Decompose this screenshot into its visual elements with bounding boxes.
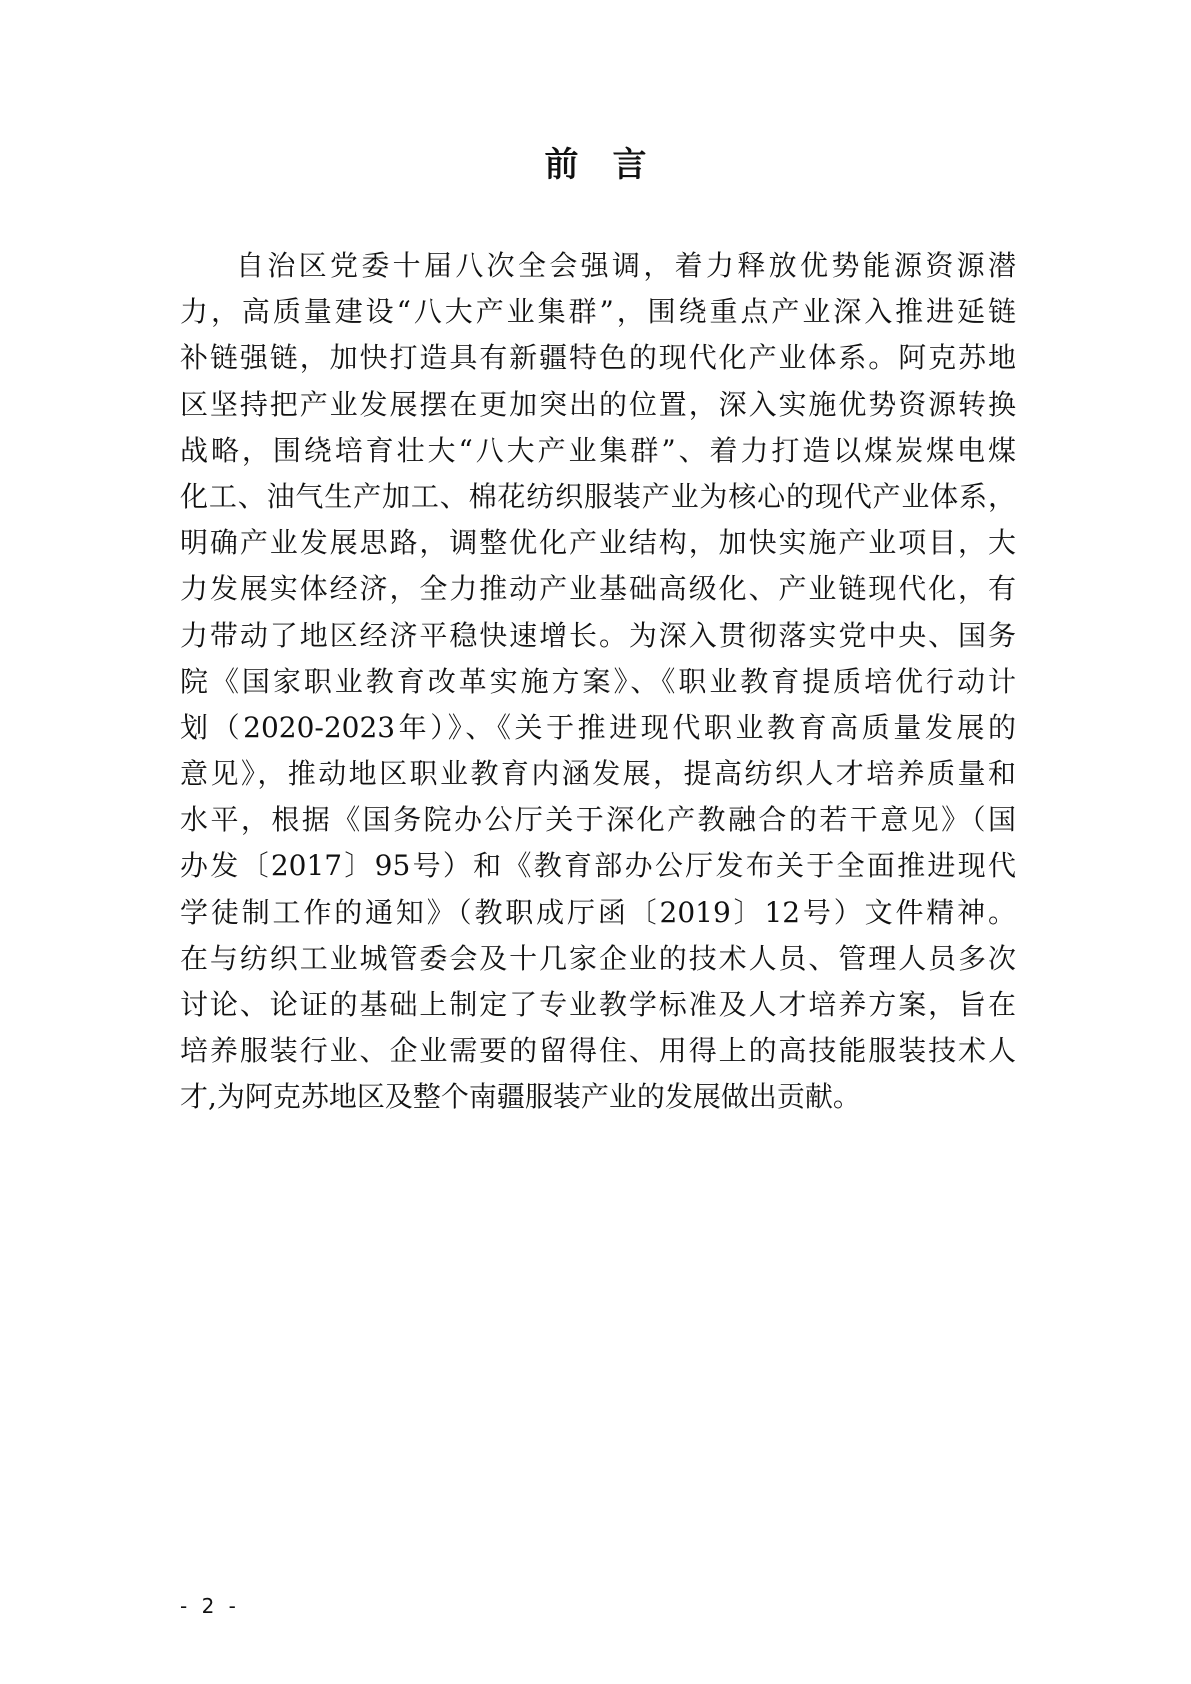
paragraph-line: 意见》，推动地区职业教育内涵发展，提高纺织人才培养质量和 xyxy=(180,757,1016,791)
preface-paragraph xyxy=(180,243,1016,1121)
paragraph-line: 才,为阿克苏地区及整个南疆服装产业的发展做出贡献。 xyxy=(180,1080,861,1114)
paragraph-line: 学徒制工作的通知》（教职成厅函〔2019〕12号）文件精神。 xyxy=(180,895,1016,929)
paragraph-line: 院《国家职业教育改革实施方案》、《职业教育提质培优行动计 xyxy=(180,664,1016,698)
paragraph-line: 水平，根据《国务院办公厅关于深化产教融合的若干意见》（国 xyxy=(180,803,1016,837)
paragraph-line: 力带动了地区经济平稳快速增长。为深入贯彻落实党中央、国务 xyxy=(180,618,1016,652)
paragraph-line: 力发展实体经济，全力推动产业基础高级化、产业链现代化，有 xyxy=(180,572,1016,606)
paragraph-line: 讨论、论证的基础上制定了专业教学标准及人才培养方案，旨在 xyxy=(180,988,1016,1021)
page-number: - 2 - xyxy=(180,1594,240,1618)
paragraph-line: 在与纺织工业城管委会及十几家企业的技术人员、管理人员多次 xyxy=(180,941,1016,975)
paragraph-line: 培养服装行业、企业需要的留得住、用得上的高技能服装技术人 xyxy=(180,1034,1016,1068)
paragraph-line: 明确产业发展思路，调整优化产业结构，加快实施产业项目，大 xyxy=(180,526,1016,560)
paragraph-line: 化工、油气生产加工、棉花纺织服装产业为核心的现代产业体系， xyxy=(180,479,1016,513)
paragraph-line: 自治区党委十届八次全会强调，着力释放优势能源资源潜 xyxy=(236,249,1016,282)
paragraph-line: 划（2020-2023年）》、《关于推进现代职业教育高质量发展的 xyxy=(180,710,1016,744)
paragraph-line: 办发〔2017〕95号）和《教育部办公厅发布关于全面推进现代 xyxy=(180,849,1016,883)
paragraph-line: 补链强链，加快打造具有新疆特色的现代化产业体系。阿克苏地 xyxy=(180,341,1016,375)
paragraph-line: 战略，围绕培育壮大“八大产业集群”、着力打造以煤炭煤电煤 xyxy=(180,433,1016,467)
page-title: 前言 xyxy=(544,145,681,185)
paragraph-line: 区坚持把产业发展摆在更加突出的位置，深入实施优势资源转换 xyxy=(180,387,1016,421)
paragraph-line: 力，高质量建设“八大产业集群”，围绕重点产业深入推进延链 xyxy=(180,295,1016,329)
